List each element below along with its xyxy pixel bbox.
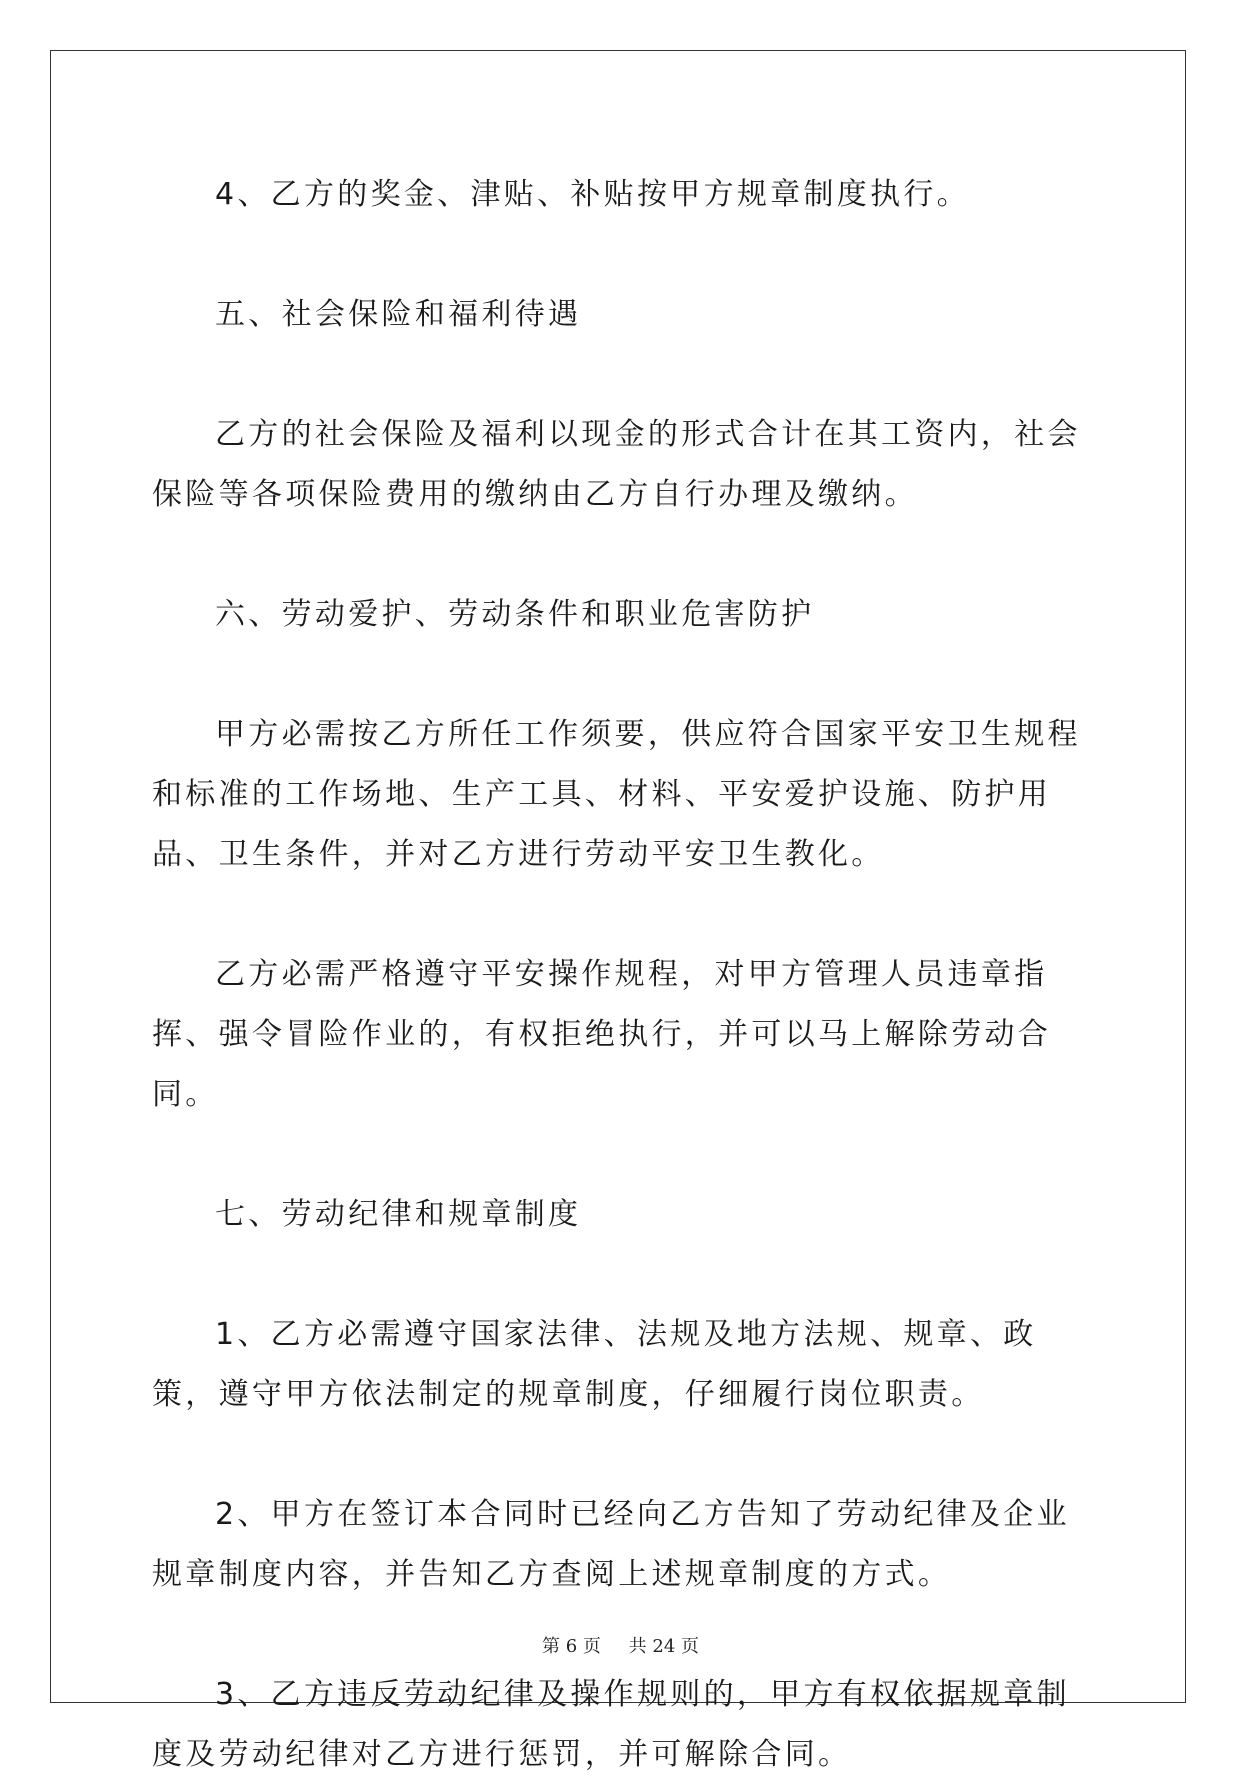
page-number-current: 第 6 页 [542,1636,601,1657]
paragraph-employee-duty: 乙方必需严格遵守平安操作规程，对甲方管理人员违章指挥、强令冒险作业的，有权拒绝执行，并可以马上解除劳动合同。 [152,957,1052,1112]
page-number-total: 共 24 页 [628,1636,699,1657]
paragraph-discipline-3: 3、乙方违反劳动纪律及操作规则的，甲方有权依据规章制度及劳动纪律对乙方进行惩罚，并可解除合同。 [152,1677,1070,1772]
document-body [152,165,1092,1785]
paragraph-employer-duty: 甲方必需按乙方所任工作须要，供应符合国家平安卫生规程和标准的工作场地、生产工具、材料、平安爱护设施、防护用品、卫生条件，并对乙方进行劳动平安卫生教化。 [152,717,1081,872]
page-footer [0,1632,1241,1658]
paragraph-discipline-2: 2、甲方在签订本合同时已经向乙方告知了劳动纪律及企业规章制度内容，并告知乙方查阅上述规章制度的方式。 [152,1497,1070,1592]
heading-labor-discipline: 七、劳动纪律和规章制度 [215,1197,582,1232]
paragraph-bonus: 4、乙方的奖金、津贴、补贴按甲方规章制度执行。 [215,177,970,212]
heading-social-insurance: 五、社会保险和福利待遇 [215,297,582,332]
paragraph-social-insurance: 乙方的社会保险及福利以现金的形式合计在其工资内，社会保险等各项保险费用的缴纳由乙方自行办理及缴纳。 [152,417,1081,512]
paragraph-discipline-1: 1、乙方必需遵守国家法律、法规及地方法规、规章、政策，遵守甲方依法制定的规章制度，仔细履行岗位职责。 [152,1317,1037,1412]
heading-labor-protection: 六、劳动爱护、劳动条件和职业危害防护 [215,597,815,632]
